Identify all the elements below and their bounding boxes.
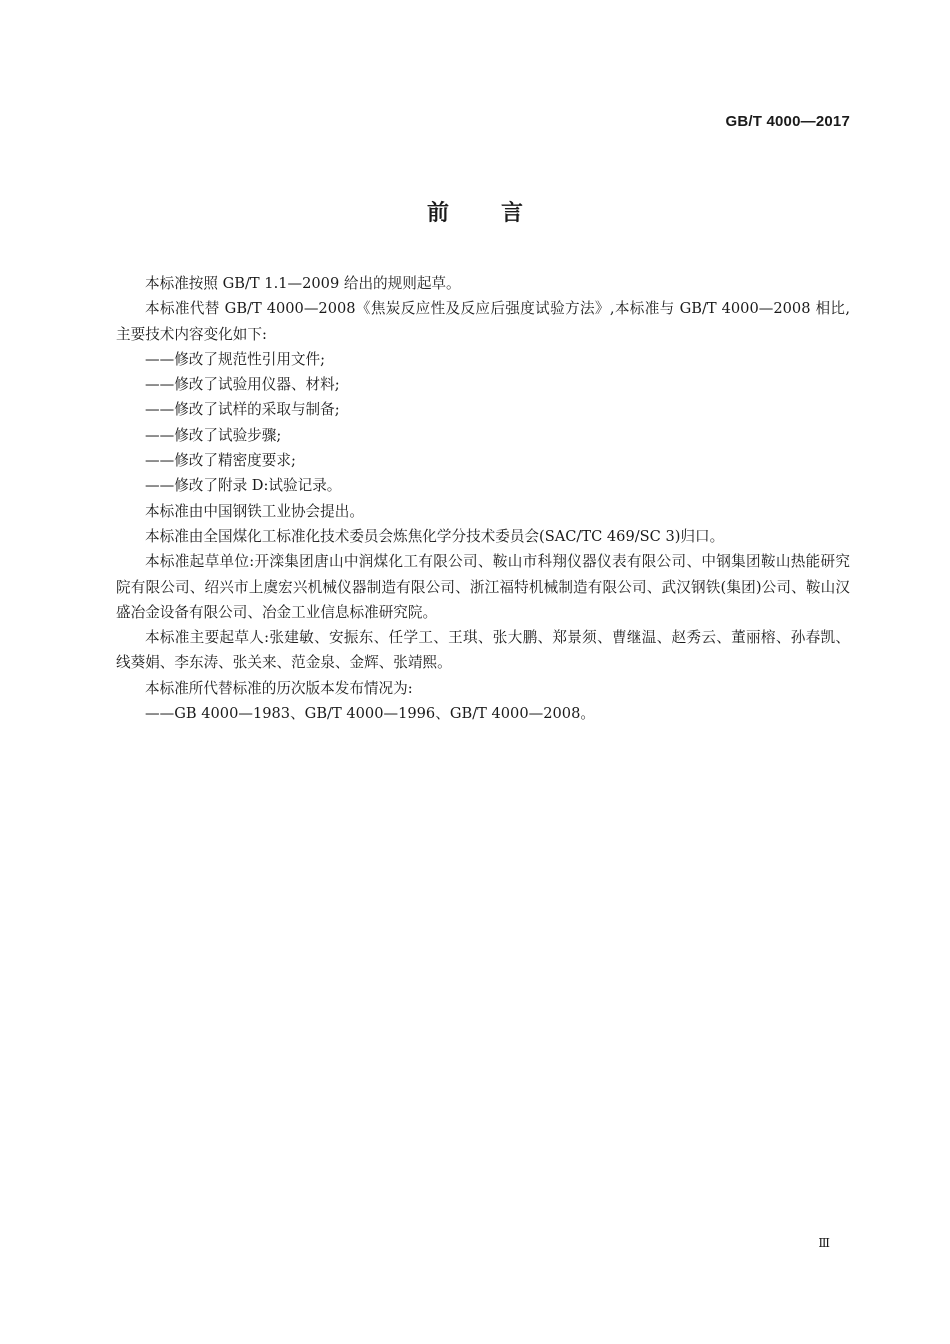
page-title [0,196,950,227]
change-item: ——修改了试验步骤; [145,426,282,444]
paragraph-drafters: 本标准主要起草人:张建敏、安振东、任学工、王琪、张大鹏、郑景须、曹继温、赵秀云、董丽榕、孙春凯、线葵娟、李东涛、张关来、范金泉、金辉、张靖熙。 [116,629,850,672]
previous-editions-list: ——GB 4000—1983、GB/T 4000—1996、GB/T 4000—2008。 [145,705,595,723]
page-number: Ⅲ [818,1236,830,1250]
paragraph-proposer: 本标准由中国钢铁工业协会提出。 [145,502,364,520]
change-item: ——修改了试样的采取与制备; [145,401,340,419]
change-item: ——修改了规范性引用文件; [145,350,326,368]
title-char-2: 言 [501,201,524,226]
paragraph-previous-editions: 本标准所代替标准的历次版本发布情况为: [145,679,413,697]
change-item: ——修改了试验用仪器、材料; [145,376,340,394]
standard-code: GB/T 4000—2017 [725,113,850,130]
paragraph-technical-committee: 本标准由全国煤化工标准化技术委员会炼焦化学分技术委员会(SAC/TC 469/SC 3)归口。 [145,527,725,545]
title-char-1: 前 [426,201,449,226]
paragraph-drafting-units: 本标准起草单位:开滦集团唐山中润煤化工有限公司、鞍山市科翔仪器仪表有限公司、中钢集团鞍山热能研究院有限公司、绍兴市上虞宏兴机械仪器制造有限公司、浙江福特机械制造有限公司、武汉钢铁(集团)公司、鞍山汉盛冶金设备有限公司、冶金工业信息标准研究院。 [116,553,850,621]
paragraph-replacement: 本标准代替 GB/T 4000—2008《焦炭反应性及反应后强度试验方法》,本标准与 GB/T 4000—2008 相比,主要技术内容变化如下: [116,300,850,343]
foreword-body [116,271,850,726]
change-item: ——修改了附录 D:试验记录。 [145,477,342,495]
change-item: ——修改了精密度要求; [145,452,296,470]
paragraph-drafting-rules: 本标准按照 GB/T 1.1—2009 给出的规则起草。 [145,275,461,292]
